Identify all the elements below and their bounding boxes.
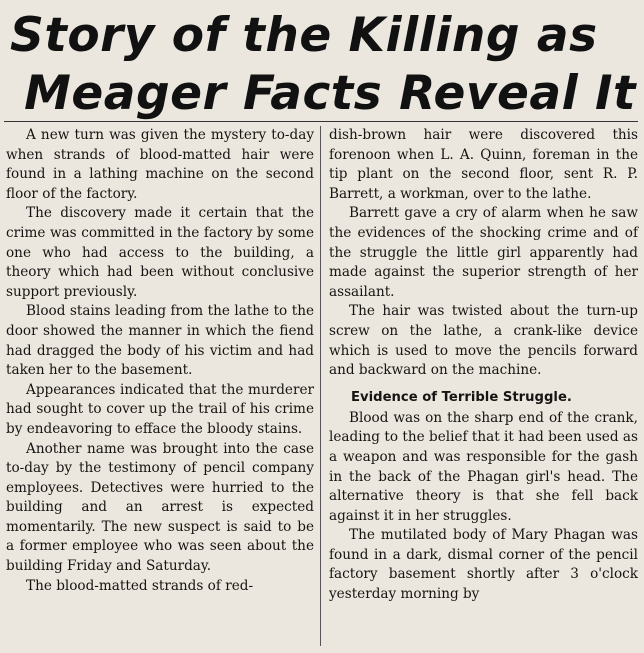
- headline: [4, 0, 638, 122]
- right-column: [321, 126, 638, 646]
- paragraph: A new turn was given the mystery to-day when strands of blood-matted hair were found in a lathing machine on the second floor of the factory.: [6, 127, 314, 202]
- paragraph: Appearances indicated that the murderer had sought to cover up the trail of his crime by endeavoring to efface the bloody stains.: [6, 381, 314, 437]
- headline-line-2: Meager Facts Reveal It: [24, 66, 636, 121]
- paragraph: dish-brown hair were discovered this forenoon when L. A. Quinn, foreman in the tip plant on the second floor, sent R. P. Barrett, a workman, over to the lathe.: [329, 127, 638, 202]
- subheading: Evidence of Terrible Struggle.: [351, 389, 572, 405]
- paragraph: Blood stains leading from the lathe to the door showed the manner in which the fiend had dragged the body of his victim and had taken her to the basement.: [6, 303, 314, 379]
- paragraph: The mutilated body of Mary Phagan was found in a dark, dismal corner of the pencil factory basement shortly after 3 o'clock yesterday morning by: [329, 527, 638, 603]
- paragraph: Barrett gave a cry of alarm when he saw the evidences of the shocking crime and of the struggle the little girl apparently had made against the superior strength of her assailant.: [329, 205, 638, 300]
- left-column: [6, 126, 320, 646]
- paragraph: The blood-matted strands of red-: [26, 577, 254, 594]
- headline-line-1: Story of the Killing as: [10, 8, 598, 63]
- paragraph: Another name was brought into the case to-day by the testimony of pencil company employees. Detectives were hurried to the building and an arrest is expected momentarily. The new suspect is said to be a former employee who was seen about the building Friday and Saturday.: [6, 440, 314, 575]
- paragraph: Blood was on the sharp end of the crank, leading to the belief that it had been used as a weapon and was responsible for the gash in the back of the Phagan girl's head. The alternative theory is that she fell back against it in her struggles.: [329, 409, 638, 524]
- article-body: [6, 126, 638, 646]
- paragraph: The discovery made it certain that the crime was committed in the factory by some one who had access to the building, a theory which had been without conclusive support previously.: [6, 205, 314, 300]
- headline-rule: [4, 121, 638, 122]
- paragraph: The hair was twisted about the turn-up screw on the lathe, a crank-like device which is used to move the pencils forward and backward on the machine.: [329, 303, 638, 379]
